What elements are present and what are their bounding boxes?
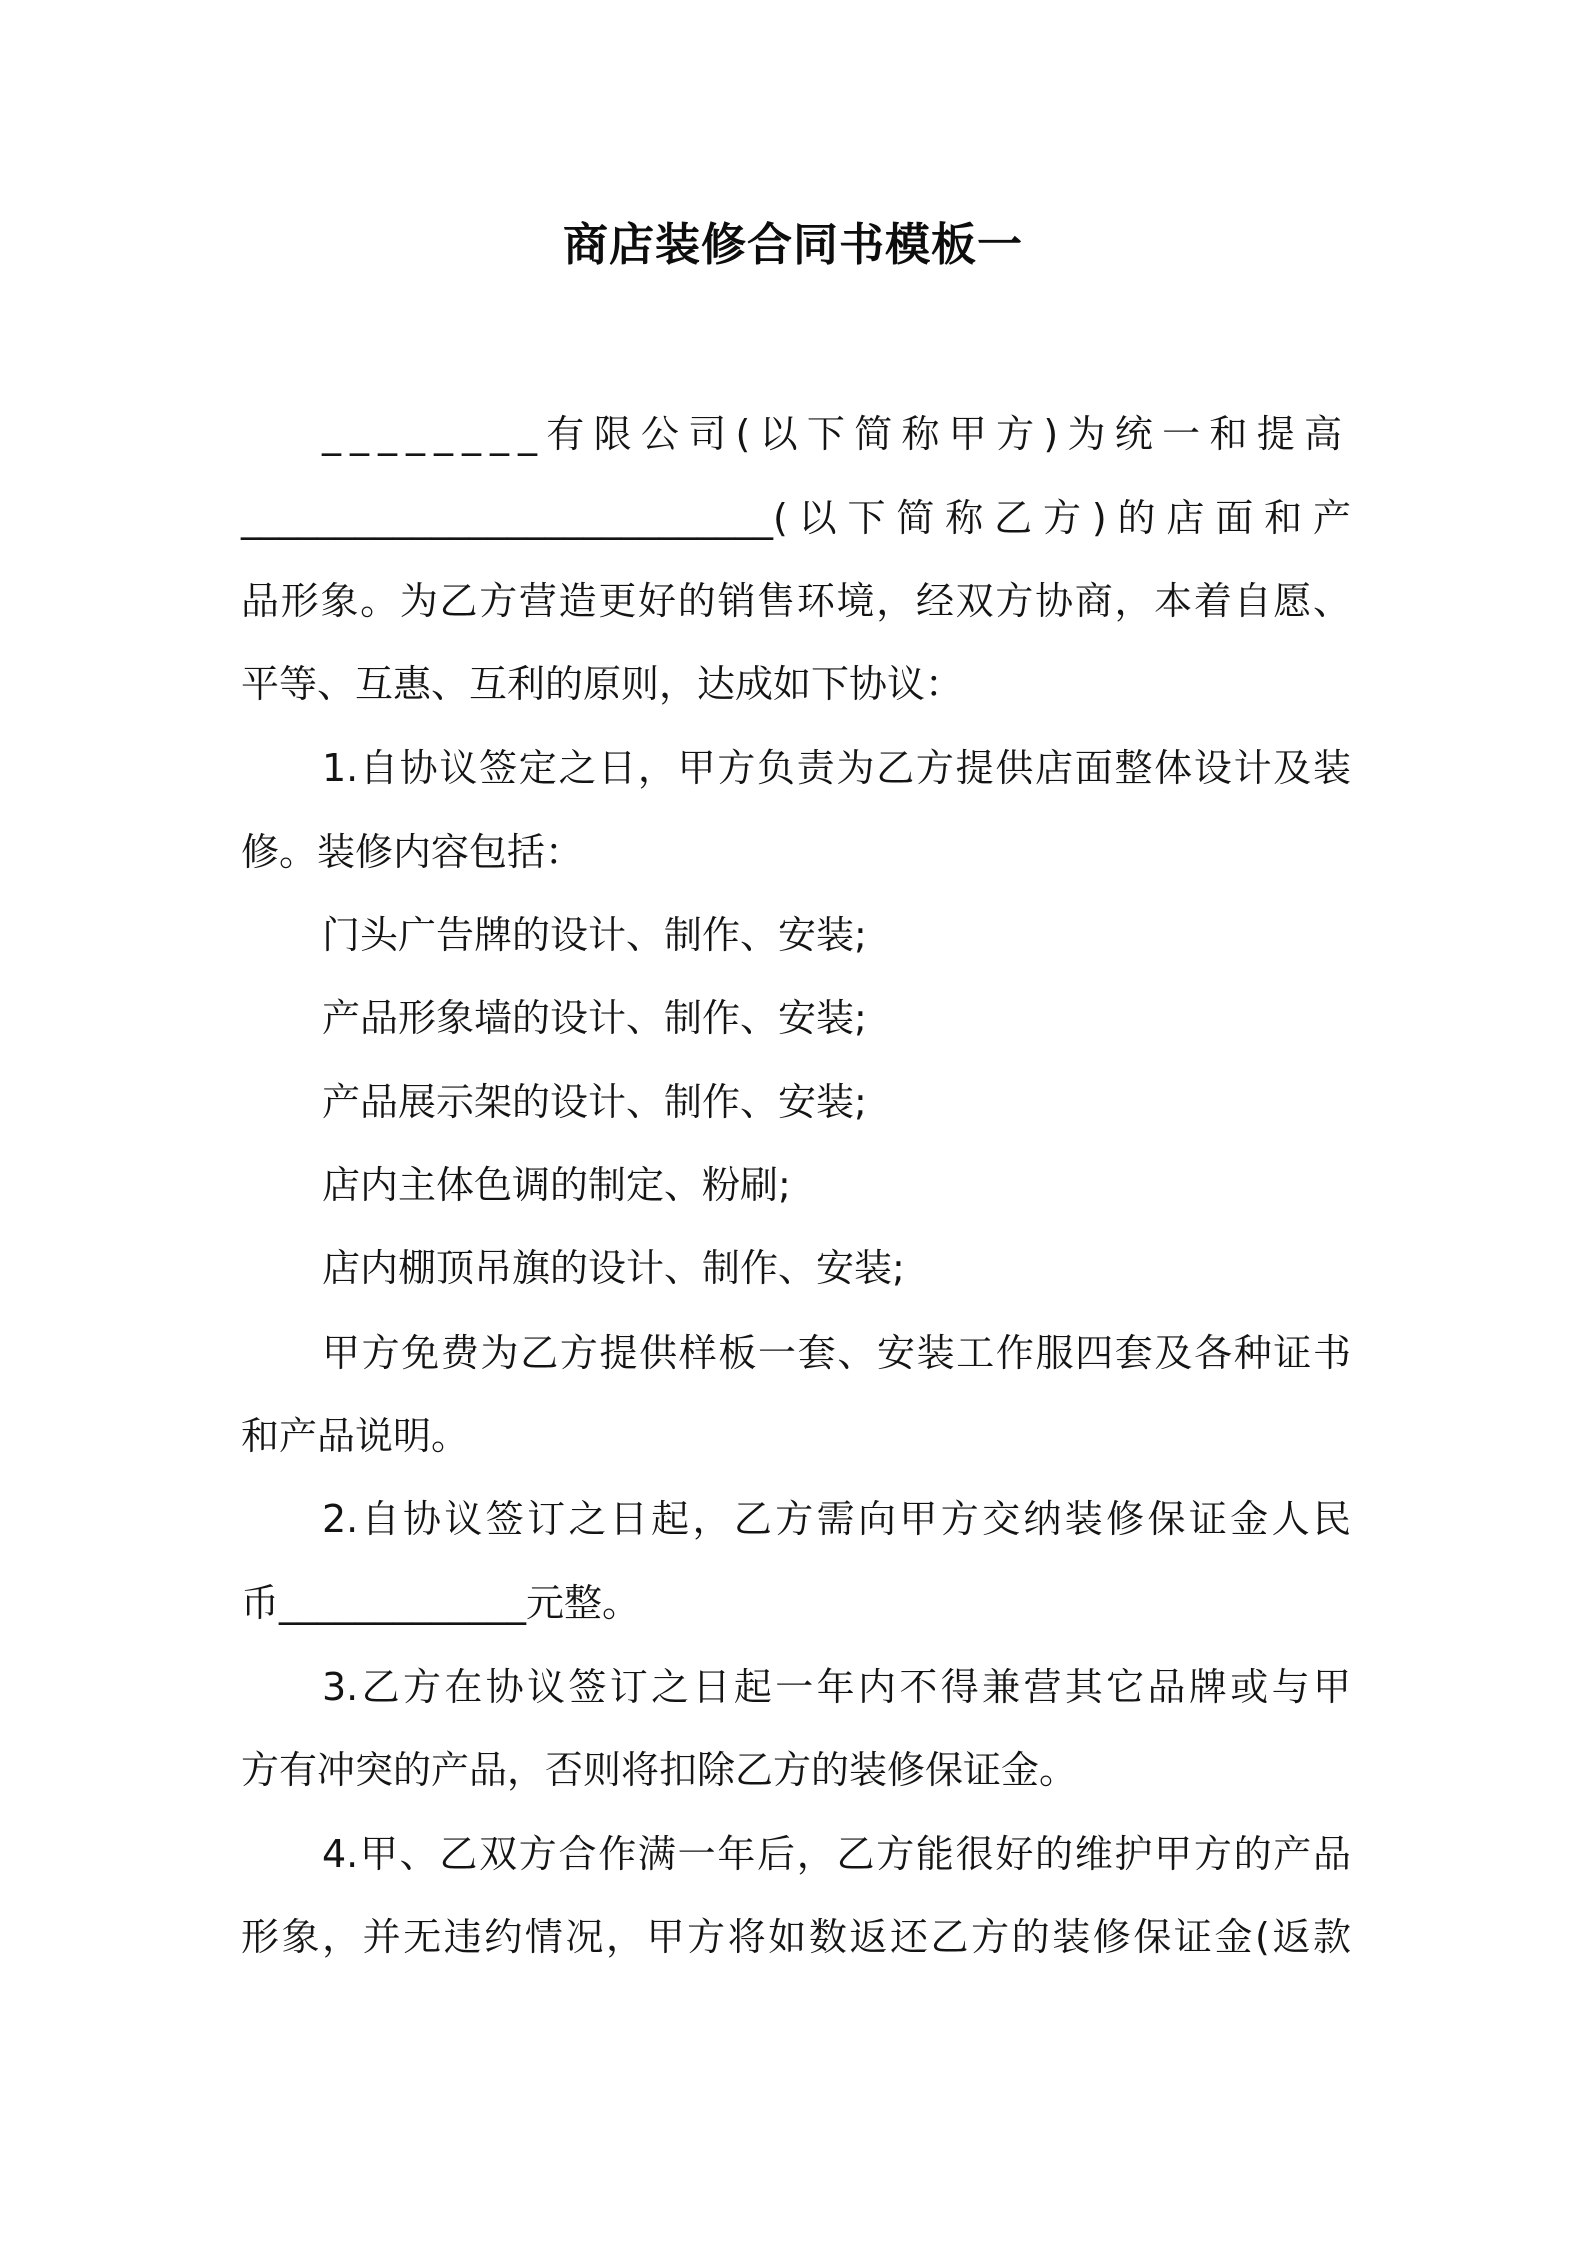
paragraph-line: 2.自协议签订之日起，乙方需向甲方交纳装修保证金人民 (322, 1497, 1351, 1541)
list-item: 店内主体色调的制定、粉刷; (322, 1163, 791, 1207)
list-item: 门头广告牌的设计、制作、安装; (322, 913, 867, 957)
paragraph-line: 修。装修内容包括： (241, 830, 584, 874)
paragraph-line: 币_____________元整。 (241, 1581, 641, 1625)
paragraph-line: 形象，并无违约情况，甲方将如数返还乙方的装修保证金(返款 (241, 1915, 1351, 1959)
list-item: 店内棚顶吊旗的设计、制作、安装; (322, 1246, 905, 1290)
paragraph-line: 1.自协议签定之日，甲方负责为乙方提供店面整体设计及装 (322, 746, 1351, 790)
paragraph-line: ____________________________(以下简称乙方)的店面和产 (241, 496, 1351, 540)
document-title: 商店装修合同书模板一 (562, 218, 1023, 271)
paragraph-line: 甲方免费为乙方提供样板一套、安装工作服四套及各种证书 (322, 1331, 1351, 1375)
paragraph-line: 3.乙方在协议签订之日起一年内不得兼营其它品牌或与甲 (322, 1665, 1351, 1709)
paragraph-line: 4.甲、乙双方合作满一年后，乙方能很好的维护甲方的产品 (322, 1832, 1351, 1876)
paragraph-line: 品形象。为乙方营造更好的销售环境，经双方协商，本着自愿、 (241, 579, 1351, 623)
paragraph-line: ________有限公司(以下简称甲方)为统一和提高 (322, 412, 1351, 456)
paragraph-line: 和产品说明。 (241, 1414, 470, 1458)
list-item: 产品形象墙的设计、制作、安装; (322, 996, 867, 1040)
paragraph-line: 方有冲突的产品，否则将扣除乙方的装修保证金。 (241, 1748, 1078, 1792)
paragraph-line: 平等、互惠、互利的原则，达成如下协议： (241, 662, 964, 706)
list-item: 产品展示架的设计、制作、安装; (322, 1080, 867, 1124)
